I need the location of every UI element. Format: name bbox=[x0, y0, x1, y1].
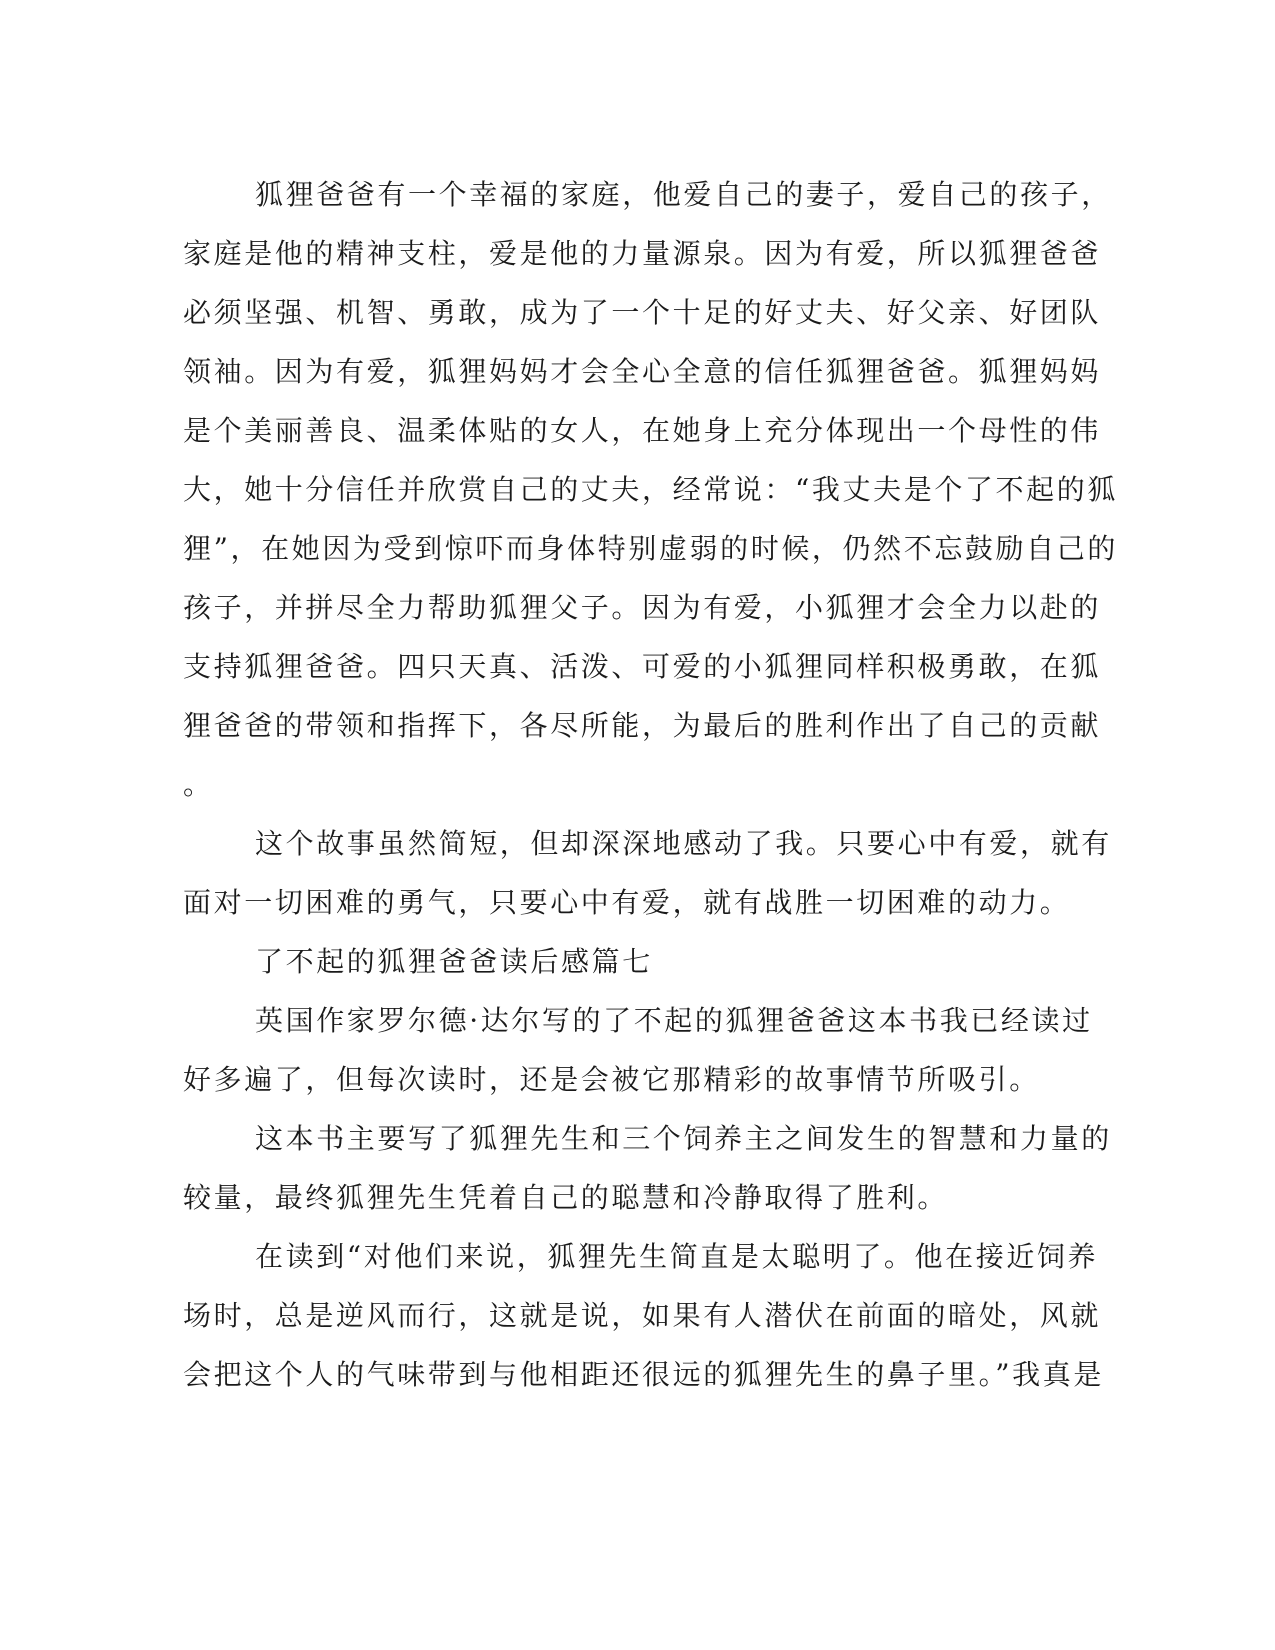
text-line: 狸爸爸的带领和指挥下，各尽所能，为最后的胜利作出了自己的贡献 bbox=[183, 709, 1102, 742]
text-line: 场时，总是逆风而行，这就是说，如果有人潜伏在前面的暗处，风就 bbox=[183, 1299, 1102, 1332]
text-line: 这个故事虽然简短，但却深深地感动了我。只要心中有爱，就有 bbox=[255, 827, 1112, 860]
paragraph-block-lower bbox=[183, 814, 1112, 1404]
section-heading: 了不起的狐狸爸爸读后感篇七 bbox=[255, 945, 653, 978]
text-line: 必须坚强、机智、勇敢，成为了一个十足的好丈夫、好父亲、好团队 bbox=[183, 296, 1102, 329]
text-line: 狸”，在她因为受到惊吓而身体特别虚弱的时候，仍然不忘鼓励自己的 bbox=[183, 532, 1118, 565]
text-line: 好多遍了，但每次读时，还是会被它那精彩的故事情节所吸引。 bbox=[183, 1063, 1040, 1096]
text-line: 较量，最终狐狸先生凭着自己的聪慧和冷静取得了胜利。 bbox=[183, 1181, 949, 1214]
text-line: 领袖。因为有爱，狐狸妈妈才会全心全意的信任狐狸爸爸。狐狸妈妈 bbox=[183, 355, 1102, 388]
text-line: 在读到“对他们来说，狐狸先生简直是太聪明了。他在接近饲养 bbox=[255, 1240, 1099, 1273]
text-line: 面对一切困难的勇气，只要心中有爱，就有战胜一切困难的动力。 bbox=[183, 886, 1071, 919]
paragraph-block-upper bbox=[183, 165, 1118, 814]
text-line: 支持狐狸爸爸。四只天真、活泼、可爱的小狐狸同样积极勇敢，在狐 bbox=[183, 650, 1102, 683]
text-line: 家庭是他的精神支柱，爱是他的力量源泉。因为有爱，所以狐狸爸爸 bbox=[183, 237, 1102, 270]
text-line: 狐狸爸爸有一个幸福的家庭，他爱自己的妻子，爱自己的孩子， bbox=[255, 178, 1112, 211]
text-line: 英国作家罗尔德·达尔写的了不起的狐狸爸爸这本书我已经读过 bbox=[255, 1004, 1093, 1037]
text-line: 这本书主要写了狐狸先生和三个饲养主之间发生的智慧和力量的 bbox=[255, 1122, 1112, 1155]
text-line: 。 bbox=[183, 768, 214, 801]
text-line: 是个美丽善良、温柔体贴的女人，在她身上充分体现出一个母性的伟 bbox=[183, 414, 1102, 447]
text-line: 会把这个人的气味带到与他相距还很远的狐狸先生的鼻子里。”我真是 bbox=[183, 1358, 1104, 1391]
text-line: 大，她十分信任并欣赏自己的丈夫，经常说：“我丈夫是个了不起的狐 bbox=[183, 473, 1118, 506]
text-line: 孩子，并拼尽全力帮助狐狸父子。因为有爱，小狐狸才会全力以赴的 bbox=[183, 591, 1102, 624]
